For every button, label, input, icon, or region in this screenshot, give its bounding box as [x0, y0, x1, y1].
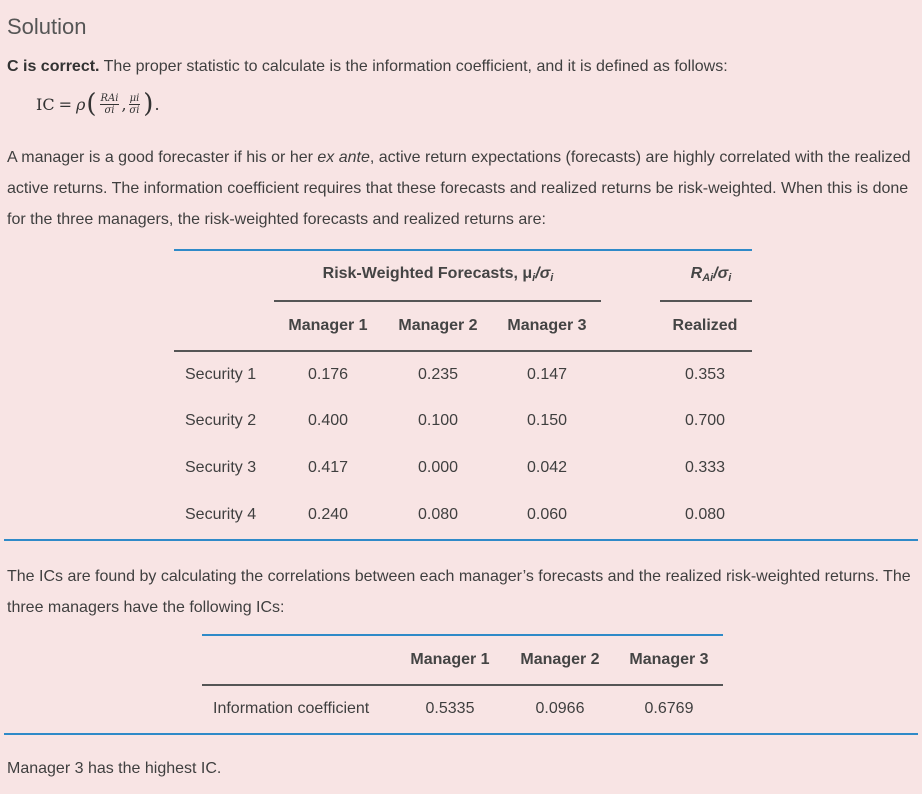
formula-fraction-1 — [100, 93, 120, 116]
table-cell: 0.6769 — [644, 700, 694, 717]
section-divider — [4, 733, 918, 735]
table1-header-rule — [174, 350, 752, 352]
table1-realized-rule — [660, 300, 752, 302]
realized-header-sub2: i — [728, 272, 732, 284]
group-header-sub2: i — [550, 272, 554, 284]
table2-col-header: Manager 1 — [410, 651, 490, 668]
frac2-numerator: μi — [129, 92, 140, 104]
group-header-mid: /σ — [535, 265, 551, 282]
frac1-numerator: RAi — [100, 92, 119, 104]
table-cell: 0.235 — [417, 366, 459, 383]
frac1-denominator: σi — [104, 104, 115, 116]
formula-lhs: IC — [36, 94, 55, 114]
table-cell: 0.000 — [417, 459, 459, 476]
answer-verdict: C is correct. — [7, 58, 100, 75]
intro-sentence — [7, 58, 728, 76]
formula-open-paren: ( — [86, 89, 97, 119]
table-row-label: Information coefficient — [213, 700, 370, 717]
table1-col-header: Manager 1 — [288, 317, 368, 334]
table-cell: 0.240 — [307, 506, 349, 523]
table1-col-header: Manager 3 — [507, 317, 587, 334]
table-cell: 0.333 — [684, 459, 726, 476]
table2-top-rule — [202, 634, 723, 636]
formula-close-paren: ) — [143, 89, 154, 119]
paragraph1-after: , active return expectations (forecasts) are highly correlated with the realized active returns. The information coefficient requires that these forecasts and realized returns be risk-weighted. When this is done for the three managers, the risk-weighted forecasts and realized returns are: — [7, 149, 911, 228]
group-header-sub1: i — [532, 272, 536, 284]
realized-header-sub1: Ai — [702, 272, 714, 284]
frac2-denominator: σi — [129, 104, 140, 116]
table-cell: 0.150 — [526, 412, 568, 429]
table1-col-header: Manager 2 — [398, 317, 478, 334]
table2-col-header: Manager 3 — [629, 651, 709, 668]
table1-group-header — [323, 265, 554, 284]
formula-rho: ρ — [75, 94, 86, 114]
table1-realized-group-header — [691, 265, 732, 284]
paragraph-ic-explanation: The ICs are found by calculating the correlations between each manager’s forecasts and the realized risk-weighted returns. The three managers have the following ICs: — [7, 568, 911, 616]
table-cell: 0.176 — [307, 366, 349, 383]
table1-top-rule — [174, 249, 752, 251]
table-cell: 0.080 — [684, 506, 726, 523]
table-cell: 0.400 — [307, 412, 349, 429]
table-row-label: Security 1 — [185, 366, 257, 383]
paragraph-forecaster — [7, 142, 917, 235]
table-cell: 0.0966 — [535, 700, 585, 717]
ic-formula — [36, 91, 160, 117]
section-divider — [4, 539, 918, 541]
table-cell: 0.700 — [684, 412, 726, 429]
realized-header-r: R — [690, 265, 703, 282]
intro-text: The proper statistic to calculate is the information coefficient, and it is defined as follows: — [99, 58, 728, 75]
table-row-label: Security 3 — [185, 459, 257, 476]
paragraph1-italic: ex ante — [317, 149, 370, 166]
formula-comma: , — [121, 94, 127, 114]
table-cell: 0.5335 — [425, 700, 475, 717]
realized-header-mid: /σ — [713, 265, 729, 282]
conclusion-text: Manager 3 has the highest IC. — [7, 760, 222, 777]
table-cell: 0.060 — [526, 506, 568, 523]
table-cell: 0.080 — [417, 506, 459, 523]
formula-fraction-2 — [129, 93, 141, 116]
table-row-label: Security 4 — [185, 506, 257, 523]
formula-period: . — [154, 94, 160, 114]
table2-col-header: Manager 2 — [520, 651, 600, 668]
table-cell: 0.100 — [417, 412, 459, 429]
table-cell: 0.042 — [526, 459, 568, 476]
table-cell: 0.417 — [307, 459, 349, 476]
table-row-label: Security 2 — [185, 412, 257, 429]
table2-header-rule — [202, 684, 723, 686]
paragraph1-before: A manager is a good forecaster if his or her — [7, 149, 318, 166]
table-cell: 0.147 — [526, 366, 568, 383]
table1-col-header: Realized — [672, 317, 738, 334]
table1-group-rule — [274, 300, 601, 302]
formula-equals: = — [58, 94, 72, 114]
group-header-text: Risk-Weighted Forecasts, μ — [322, 265, 533, 282]
table-cell: 0.353 — [684, 366, 726, 383]
solution-heading: Solution — [7, 14, 87, 39]
